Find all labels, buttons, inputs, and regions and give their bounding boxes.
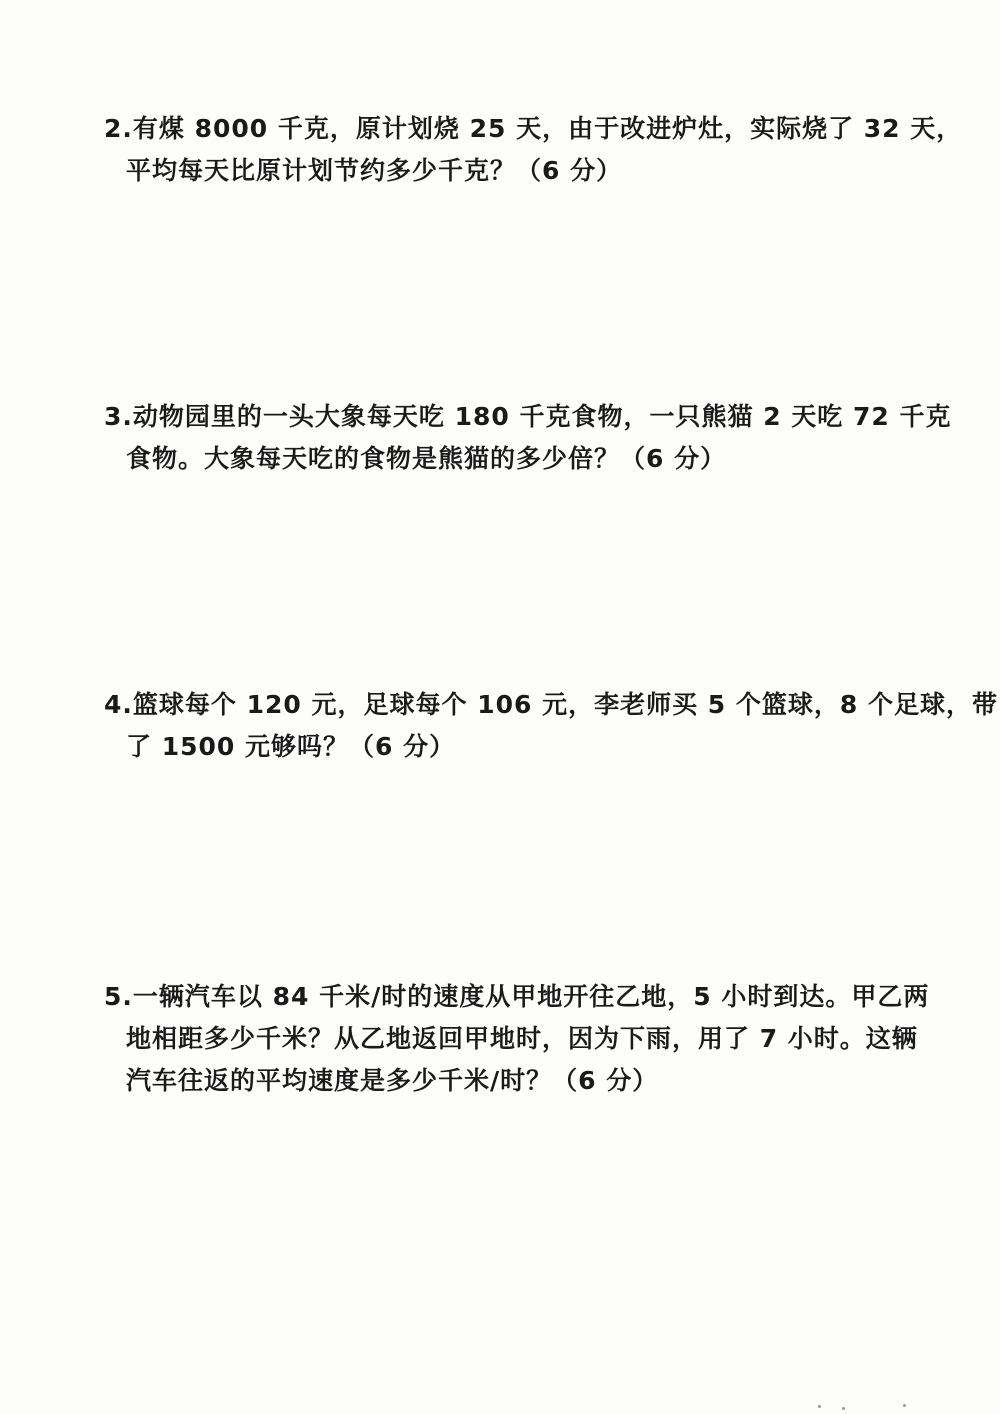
scan-speck	[842, 1407, 845, 1410]
question-line: 4.篮球每个 120 元，足球每个 106 元，李老师买 5 个篮球，8 个足球，带	[104, 690, 998, 719]
question-5	[104, 976, 930, 1102]
question-4	[104, 684, 998, 768]
question-line: 5.一辆汽车以 84 千米/时的速度从甲地开往乙地，5 小时到达。甲乙两	[104, 982, 930, 1011]
question-line: 平均每天比原计划节约多少千克？（6 分）	[126, 156, 623, 185]
question-line: 3.动物园里的一头大象每天吃 180 千克食物，一只熊猫 2 天吃 72 千克	[104, 402, 952, 431]
question-line: 了 1500 元够吗？（6 分）	[126, 732, 456, 761]
question-line: 汽车往返的平均速度是多少千米/时？（6 分）	[126, 1066, 659, 1095]
question-line: 2.有煤 8000 千克，原计划烧 25 天，由于改进炉灶，实际烧了 32 天，	[104, 114, 963, 143]
question-2	[104, 108, 963, 192]
question-line: 地相距多少千米？从乙地返回甲地时，因为下雨，用了 7 小时。这辆	[126, 1024, 918, 1053]
question-line: 食物。大象每天吃的食物是熊猫的多少倍？（6 分）	[126, 444, 727, 473]
scan-speck	[818, 1405, 821, 1408]
scan-speck	[903, 1404, 906, 1407]
question-3	[104, 396, 952, 480]
